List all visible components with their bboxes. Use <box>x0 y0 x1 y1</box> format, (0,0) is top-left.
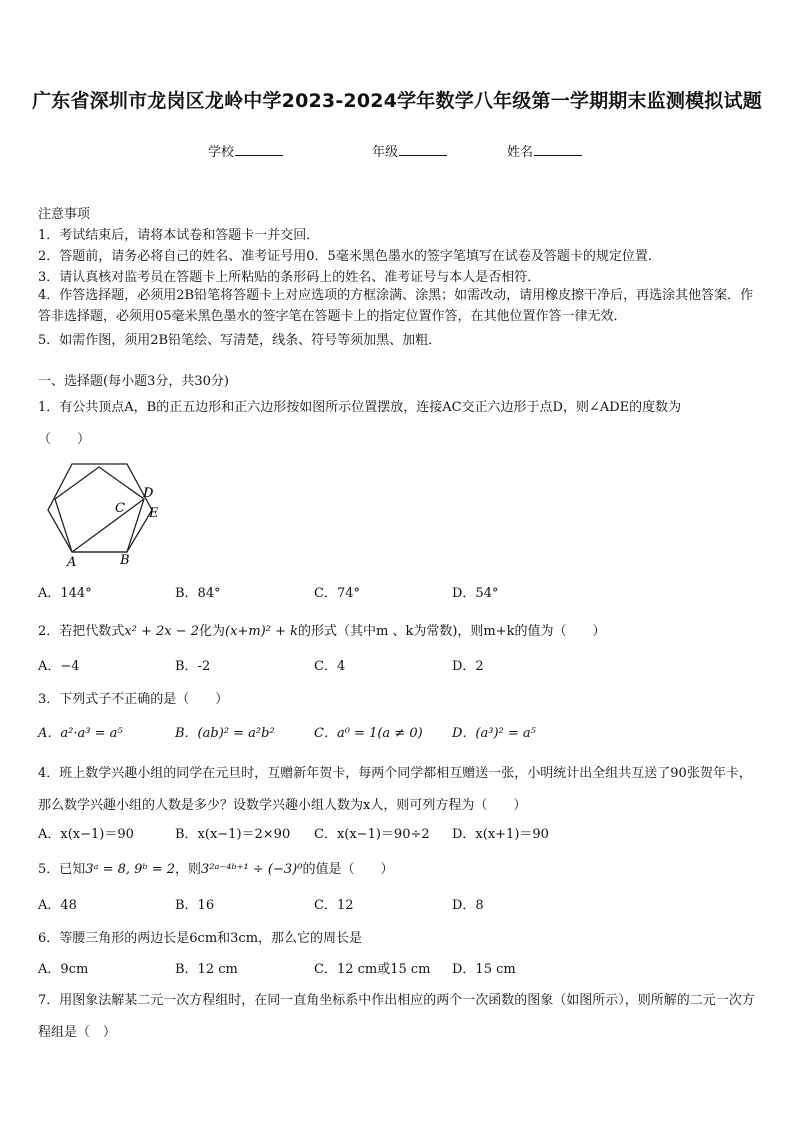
notice-item: 1．考试结束后，请将本试卷和答题卡一并交回． <box>38 228 320 243</box>
notice-item: 5．如需作图，须用2B铅笔绘、写清楚，线条、符号等须加黑、加粗． <box>38 333 442 348</box>
question-1-figure <box>40 432 180 572</box>
name-field <box>507 141 582 160</box>
notice-item: 2．答题前，请务必将自己的姓名、准考证号用0．5毫米黑色墨水的签字笔填写在试卷及答题卡的规定位置． <box>38 249 661 264</box>
question-4-option-b[interactable]: B．x(x−1)＝2×90 <box>175 827 291 842</box>
question-6-stem: 6．等腰三角形的两边长是6cm和3cm，那么它的周长是 <box>38 931 363 946</box>
school-field <box>208 141 283 160</box>
question-5-option-b[interactable]: B．16 <box>175 898 215 913</box>
question-2-option-a[interactable]: A．−4 <box>38 659 80 674</box>
point-label-e: E <box>149 506 159 521</box>
question-1-stem: 1．有公共顶点A，B的正五边形和正六边形按如图所示位置摆放，连接AC交正六边形于点D，则∠ADE的度数为 <box>38 400 682 415</box>
name-blank[interactable] <box>534 143 582 156</box>
question-2-option-b[interactable]: B．-2 <box>175 659 211 674</box>
grade-field <box>372 141 447 160</box>
question-2-expression: (x+m)² + k <box>225 624 298 639</box>
question-5-expression: 3ᵃ = 8, 9ᵇ = 2 <box>85 862 176 877</box>
question-2-option-c[interactable]: C．4 <box>314 659 346 674</box>
school-blank[interactable] <box>235 143 283 156</box>
question-2-text: 化为 <box>199 624 226 639</box>
question-5-text: 的值是（ ） <box>302 862 394 877</box>
point-label-d: D <box>143 486 154 501</box>
point-label-b: B <box>120 553 130 568</box>
question-2-text: 2．若把代数式 <box>38 624 125 639</box>
question-5-text: 5．已知 <box>38 862 86 877</box>
question-4-option-c[interactable]: C．x(x−1)＝90÷2 <box>314 827 430 842</box>
question-3-option-d[interactable]: D．(a³)² = a⁵ <box>452 726 536 741</box>
question-6-option-d[interactable]: D．15 cm <box>452 962 516 977</box>
question-6-option-c[interactable]: C．12 cm或15 cm <box>314 962 431 977</box>
question-4-stem: 4．班上数学兴趣小组的同学在元旦时，互赠新年贺卡，每两个同学都相互赠送一张，小明统计出全组共互送了90张贺年卡，那么数学兴趣小组的人数是多少？设数学兴趣小组人数为x人，则可列方程为（ ） <box>38 766 752 813</box>
question-2-option-d[interactable]: D．2 <box>452 659 484 674</box>
question-5-text: ，则 <box>175 862 202 877</box>
question-5-stem <box>38 858 393 877</box>
question-5-expression: 3²ᵃ⁻⁴ᵇ⁺¹ ÷ (−3)⁰ <box>201 862 303 877</box>
notice-item: 3．请认真核对监考员在答题卡上所粘贴的条形码上的姓名、准考证号与本人是否相符． <box>38 270 541 285</box>
question-1-option-c[interactable]: C．74° <box>314 586 360 601</box>
section-heading: 一、选择题(每小题3分，共30分) <box>38 374 229 389</box>
name-label: 姓名 <box>507 145 534 160</box>
question-5-option-d[interactable]: D．8 <box>452 898 484 913</box>
question-3-option-c[interactable]: C．a⁰ = 1(a ≠ 0) <box>314 726 423 741</box>
question-2-text: 的形式（其中m 、k为常数)，则m+k的值为（ ） <box>297 624 606 639</box>
question-3-option-b[interactable]: B．(ab)² = a²b² <box>175 726 275 741</box>
question-4-option-d[interactable]: D．x(x+1)＝90 <box>452 827 549 842</box>
question-7-stem: 7．用图象法解某二元一次方程组时，在同一直角坐标系中作出相应的两个一次函数的图象（如图所示），则所解的二元一次方程组是（ ） <box>38 993 755 1040</box>
hexagon-shape <box>48 464 152 552</box>
point-label-c: C <box>115 501 125 516</box>
question-3-stem: 3．下列式子不正确的是（ ） <box>38 692 229 707</box>
notice-item: 4．作答选择题，必须用2B铅笔将答题卡上对应选项的方框涂满、涂黑；如需改动，请用橡皮擦干净后，再选涂其他答案．作答非选择题，必须用05毫米黑色墨水的签字笔在答题卡上的指定位置作答，在其他位置作答一律无效． <box>38 288 754 324</box>
question-2-stem <box>38 620 606 639</box>
notice-heading: 注意事项 <box>38 207 91 222</box>
question-1-paren: （ ） <box>38 432 91 447</box>
question-2-expression: x² + 2x − 2 <box>124 624 200 639</box>
segment-ac <box>72 499 144 552</box>
question-4-option-a[interactable]: A．x(x−1)＝90 <box>38 827 134 842</box>
grade-label: 年级 <box>372 145 399 160</box>
question-1-option-a[interactable]: A．144° <box>38 586 92 601</box>
question-5-option-c[interactable]: C．12 <box>314 898 354 913</box>
exam-title: 广东省深圳市龙岗区龙岭中学2023-2024学年数学八年级第一学期期末监测模拟试题 <box>32 90 762 112</box>
grade-blank[interactable] <box>399 143 447 156</box>
question-3-option-a[interactable]: A．a²·a³ = a⁵ <box>38 726 123 741</box>
question-1-option-d[interactable]: D．54° <box>452 586 499 601</box>
question-1-option-b[interactable]: B．84° <box>175 586 221 601</box>
question-6-option-b[interactable]: B．12 cm <box>175 962 238 977</box>
point-label-a: A <box>67 555 77 570</box>
question-6-option-a[interactable]: A．9cm <box>38 962 89 977</box>
question-5-option-a[interactable]: A．48 <box>38 898 77 913</box>
school-label: 学校 <box>208 145 235 160</box>
